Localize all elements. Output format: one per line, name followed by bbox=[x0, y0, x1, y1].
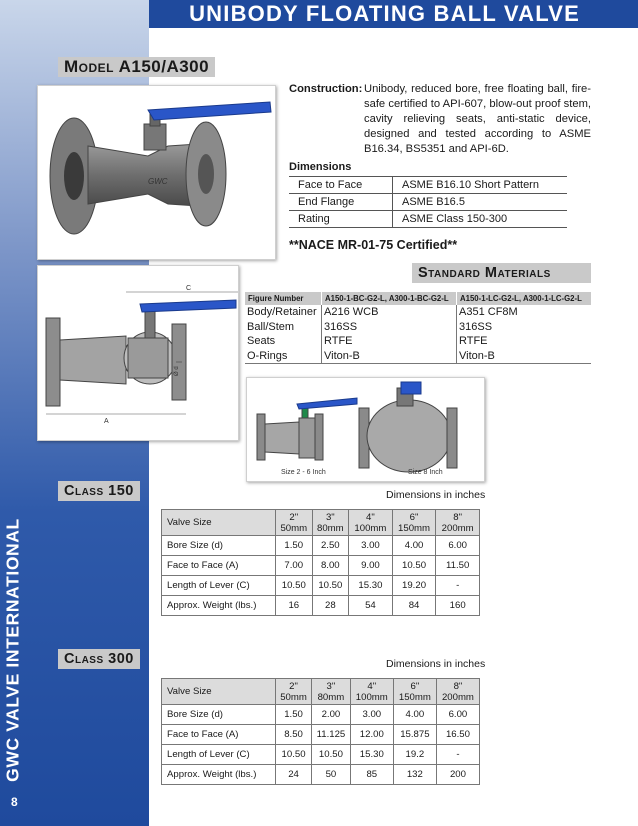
cell: 15.30 bbox=[349, 576, 393, 596]
cell: 19.20 bbox=[392, 576, 436, 596]
size-header-cell bbox=[312, 510, 349, 536]
size-header-cell bbox=[276, 510, 313, 536]
cell: 50 bbox=[312, 765, 351, 785]
material-part: Body/Retainer bbox=[245, 305, 322, 320]
cell: 1.50 bbox=[276, 705, 312, 725]
table-row bbox=[245, 305, 591, 320]
materials-table bbox=[245, 292, 591, 364]
size-header-cell bbox=[312, 679, 351, 705]
dim-label: Face to Face bbox=[289, 177, 393, 194]
material-value: Viton-B bbox=[457, 349, 592, 364]
valve-size-header: Valve Size bbox=[162, 510, 276, 536]
valve-photo-main bbox=[37, 85, 276, 260]
dimensions-table bbox=[289, 176, 567, 228]
cell: 10.50 bbox=[312, 576, 349, 596]
construction-label: Construction: bbox=[289, 83, 363, 95]
table-row bbox=[162, 556, 480, 576]
materials-header-row bbox=[245, 292, 591, 305]
cell: 8.00 bbox=[312, 556, 349, 576]
table-row bbox=[245, 320, 591, 335]
row-label: Bore Size (d) bbox=[162, 705, 276, 725]
cell: 16 bbox=[276, 596, 313, 616]
dim-label: Rating bbox=[289, 211, 393, 228]
cross-section-illustration bbox=[38, 266, 238, 440]
class300-label: Class 300 bbox=[58, 649, 140, 669]
cell: 15.30 bbox=[350, 745, 393, 765]
material-part: Ball/Stem bbox=[245, 320, 322, 335]
cell: 28 bbox=[312, 596, 349, 616]
caption-large-size: Size 8 Inch bbox=[408, 469, 443, 476]
class150-label: Class 150 bbox=[58, 481, 140, 501]
valve-size-header: Valve Size bbox=[162, 679, 276, 705]
row-label: Approx. Weight (lbs.) bbox=[162, 765, 276, 785]
table-row bbox=[289, 211, 567, 228]
dim-label: End Flange bbox=[289, 194, 393, 211]
material-value: 316SS bbox=[322, 320, 457, 335]
cell: 10.50 bbox=[276, 745, 312, 765]
row-label: Face to Face (A) bbox=[162, 725, 276, 745]
table-row bbox=[162, 705, 480, 725]
size-header-cell bbox=[392, 510, 436, 536]
cell: 3.00 bbox=[349, 536, 393, 556]
size-inch: 8" bbox=[453, 511, 463, 523]
size-inch: 3" bbox=[325, 511, 335, 523]
table-row bbox=[289, 177, 567, 194]
cell: 15.875 bbox=[393, 725, 436, 745]
cell: 24 bbox=[276, 765, 312, 785]
material-value: Viton-B bbox=[322, 349, 457, 364]
class300-table bbox=[161, 678, 480, 785]
cell: 200 bbox=[436, 765, 479, 785]
cell: 10.50 bbox=[392, 556, 436, 576]
valve-cross-section-drawing bbox=[37, 265, 239, 441]
size-mm: 50mm bbox=[280, 691, 307, 703]
size-header-cell bbox=[436, 510, 480, 536]
material-part: O-Rings bbox=[245, 349, 322, 364]
row-label: Face to Face (A) bbox=[162, 556, 276, 576]
cell: 84 bbox=[392, 596, 436, 616]
size-header-cell bbox=[436, 679, 479, 705]
size-header-cell bbox=[350, 679, 393, 705]
table-row bbox=[162, 576, 480, 596]
dim-value: ASME Class 150-300 bbox=[393, 211, 568, 228]
size-inch: 6" bbox=[410, 680, 420, 692]
cell: 6.00 bbox=[436, 536, 480, 556]
size-mm: 80mm bbox=[317, 691, 345, 703]
size-mm: 100mm bbox=[354, 522, 387, 534]
row-label: Approx. Weight (lbs.) bbox=[162, 596, 276, 616]
page-number: 8 bbox=[11, 795, 18, 809]
cell: 54 bbox=[349, 596, 393, 616]
table-row bbox=[289, 194, 567, 211]
size-header-cell bbox=[349, 510, 393, 536]
sidebar-brand bbox=[0, 520, 28, 780]
materials-header: A150-1-BC-G2-L, A300-1-BC-G2-L bbox=[322, 292, 457, 305]
nace-certification: **NACE MR-01-75 Certified** bbox=[289, 238, 458, 252]
class150-table bbox=[161, 509, 480, 616]
cell: - bbox=[436, 745, 479, 765]
size-mm: 200mm bbox=[441, 522, 474, 534]
cell: 8.50 bbox=[276, 725, 312, 745]
size-inch: 8" bbox=[453, 680, 463, 692]
table-row bbox=[162, 536, 480, 556]
construction-block bbox=[289, 82, 591, 157]
material-value: RTFE bbox=[459, 335, 488, 348]
size-inch: 6" bbox=[409, 511, 419, 523]
size-mm: 150mm bbox=[398, 691, 431, 703]
table-row bbox=[162, 765, 480, 785]
table-row bbox=[162, 745, 480, 765]
size-inch: 2" bbox=[289, 511, 299, 523]
cell: 9.00 bbox=[349, 556, 393, 576]
cell: 2.00 bbox=[312, 705, 351, 725]
dim-c-label: C bbox=[186, 285, 192, 292]
size-header-cell bbox=[276, 679, 312, 705]
cell: 11.125 bbox=[312, 725, 351, 745]
construction-text: Unibody, reduced bore, free floating ball, fire-safe certified to API-607, blow-out proof stem, cavity relieving seats, anti-static device, designed and tested according to ASME B16.34, BS5351 and API-6D. bbox=[364, 83, 591, 155]
row-label: Length of Lever (C) bbox=[162, 576, 276, 596]
material-value: RTFE bbox=[322, 334, 457, 349]
size-header-cell bbox=[393, 679, 436, 705]
cell: 132 bbox=[393, 765, 436, 785]
material-value: A216 WCB bbox=[322, 305, 457, 320]
material-value: 316SS bbox=[459, 320, 493, 333]
cell: 85 bbox=[350, 765, 393, 785]
cell: 4.00 bbox=[392, 536, 436, 556]
cell: - bbox=[436, 576, 480, 596]
size-inch: 4" bbox=[366, 511, 375, 523]
size-mm: 50mm bbox=[280, 522, 308, 534]
dimensions-title: Dimensions bbox=[289, 161, 352, 173]
sidebar-brand-text: GWC VALVE INTERNATIONAL bbox=[2, 518, 23, 782]
table-row bbox=[245, 349, 591, 364]
cell: 7.00 bbox=[276, 556, 313, 576]
cell: 2.50 bbox=[312, 536, 349, 556]
cell: 12.00 bbox=[350, 725, 393, 745]
dim-d-label: Ø d bbox=[174, 366, 180, 376]
material-part: Seats bbox=[245, 334, 322, 349]
cell: 160 bbox=[436, 596, 480, 616]
dim-value: ASME B16.10 Short Pattern bbox=[393, 177, 568, 194]
cell: 19.2 bbox=[393, 745, 436, 765]
cell: 1.50 bbox=[276, 536, 313, 556]
cell: 16.50 bbox=[436, 725, 479, 745]
size-mm: 200mm bbox=[441, 691, 474, 703]
materials-header: Figure Number bbox=[245, 292, 322, 305]
row-label: Length of Lever (C) bbox=[162, 745, 276, 765]
size-inch: 3" bbox=[326, 680, 336, 692]
model-label: Model A150/A300 bbox=[58, 57, 215, 77]
table-row bbox=[162, 596, 480, 616]
class150-units: Dimensions in inches bbox=[386, 489, 486, 501]
cell: 4.00 bbox=[393, 705, 436, 725]
size-mm: 80mm bbox=[316, 522, 344, 534]
page-title: UNIBODY FLOATING BALL VALVE bbox=[189, 1, 580, 26]
cell: 6.00 bbox=[436, 705, 479, 725]
class300-header-row bbox=[162, 679, 480, 705]
caption-small-size: Size 2 - 6 Inch bbox=[281, 469, 326, 476]
size-mm: 150mm bbox=[398, 522, 431, 534]
material-value: A351 CF8M bbox=[459, 306, 518, 319]
svg-text:GWC: GWC bbox=[148, 177, 168, 186]
class300-units: Dimensions in inches bbox=[386, 658, 486, 670]
class150-header-row bbox=[162, 510, 480, 536]
size-mm: 100mm bbox=[355, 691, 388, 703]
valve-sizes-illustration bbox=[247, 378, 484, 481]
dim-a-label: A bbox=[104, 418, 109, 425]
dim-value: ASME B16.5 bbox=[393, 194, 568, 211]
cell: 10.50 bbox=[276, 576, 313, 596]
materials-header: A150-1-LC-G2-L, A300-1-LC-G2-L bbox=[457, 292, 592, 305]
size-inch: 2" bbox=[289, 680, 298, 692]
table-row bbox=[245, 334, 591, 349]
cell: 11.50 bbox=[436, 556, 480, 576]
standard-materials-label: Standard Materials bbox=[412, 263, 591, 283]
table-row bbox=[162, 725, 480, 745]
valve-3d-illustration bbox=[38, 86, 275, 259]
valve-sizes-photo bbox=[246, 377, 485, 482]
title-bar bbox=[149, 0, 638, 28]
cell: 3.00 bbox=[350, 705, 393, 725]
size-inch: 4" bbox=[367, 680, 377, 692]
cell: 10.50 bbox=[312, 745, 351, 765]
row-label: Bore Size (d) bbox=[162, 536, 276, 556]
